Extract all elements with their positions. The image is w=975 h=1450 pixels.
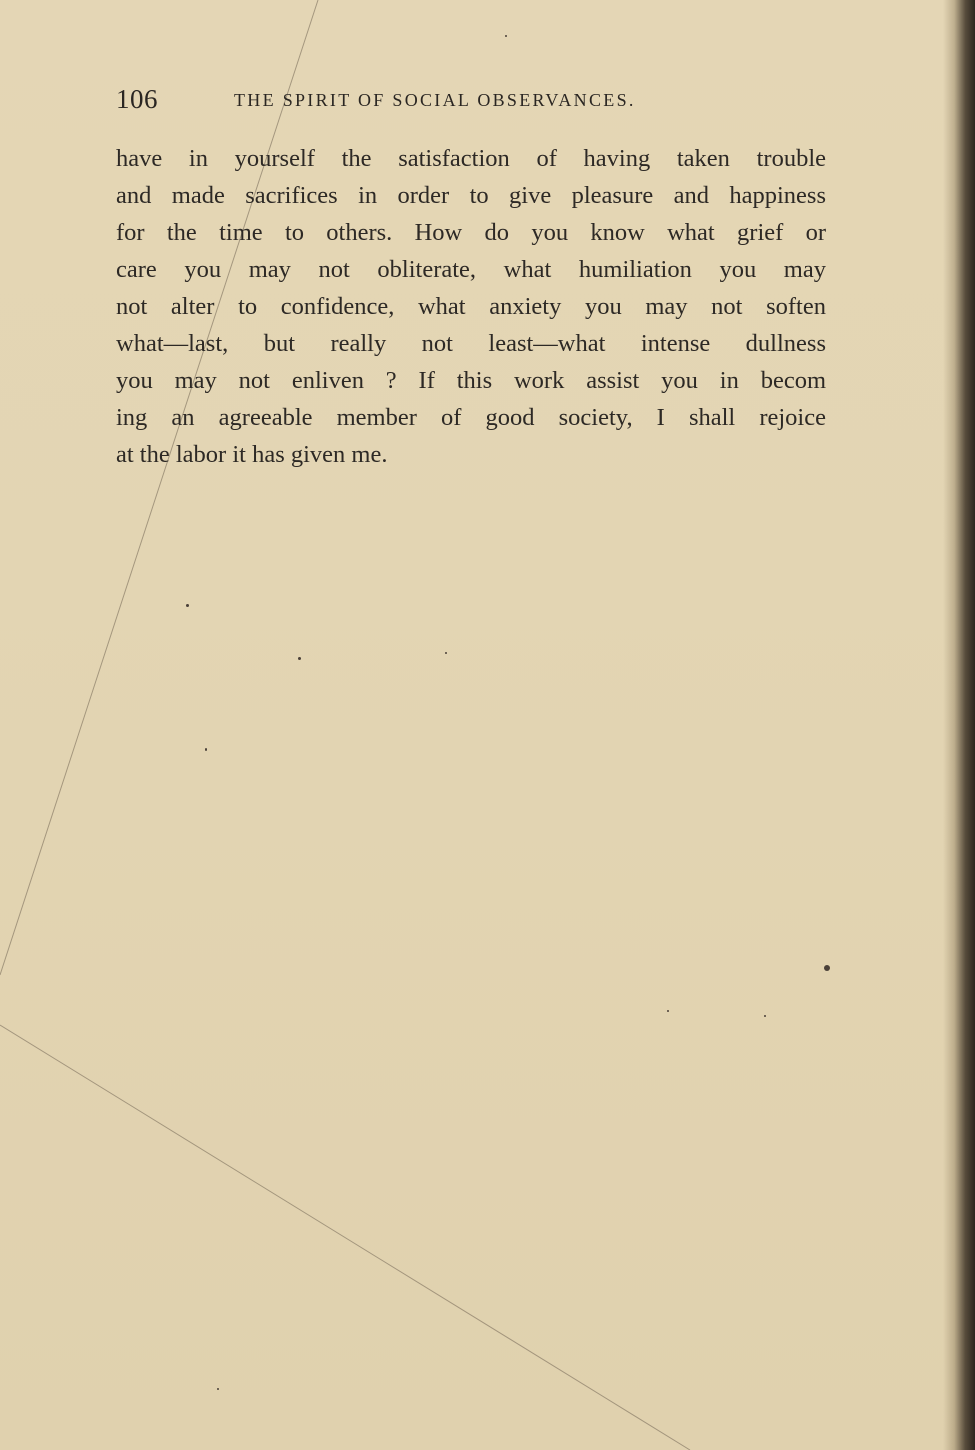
paper-speck xyxy=(505,35,507,37)
binding-gutter xyxy=(943,0,975,1450)
text-line: care you may not obliterate, what humiliation you may xyxy=(116,256,826,283)
paper-speck xyxy=(445,652,447,654)
text-line: ing an agreeable member of good society, I shall rejoice xyxy=(116,404,826,431)
page-number: 106 xyxy=(116,84,158,114)
running-title: THE SPIRIT OF SOCIAL OBSERVANCES. xyxy=(234,90,636,110)
paper-speck xyxy=(186,604,189,607)
crease-line-lower xyxy=(0,1025,690,1450)
paper-speck xyxy=(764,1015,766,1017)
text-line: what—last, but really not least—what intense dullness xyxy=(116,330,826,357)
page-header xyxy=(116,84,826,118)
paper-speck xyxy=(298,657,301,660)
text-line: not alter to confidence, what anxiety you may not soften xyxy=(116,293,826,320)
paper-speck xyxy=(205,748,207,751)
text-line: you may not enliven ? If this work assist you in becom xyxy=(116,367,826,394)
body-paragraph xyxy=(116,140,826,473)
text-line: for the time to others. How do you know what grief or xyxy=(116,219,826,246)
text-line-last: at the labor it has given me. xyxy=(116,441,388,468)
paper-speck xyxy=(667,1010,669,1012)
paper-speck xyxy=(217,1388,219,1390)
text-line: have in yourself the satisfaction of having taken trouble xyxy=(116,145,826,172)
text-line: and made sacrifices in order to give pleasure and happiness xyxy=(116,182,826,209)
paper-speck xyxy=(824,965,830,971)
